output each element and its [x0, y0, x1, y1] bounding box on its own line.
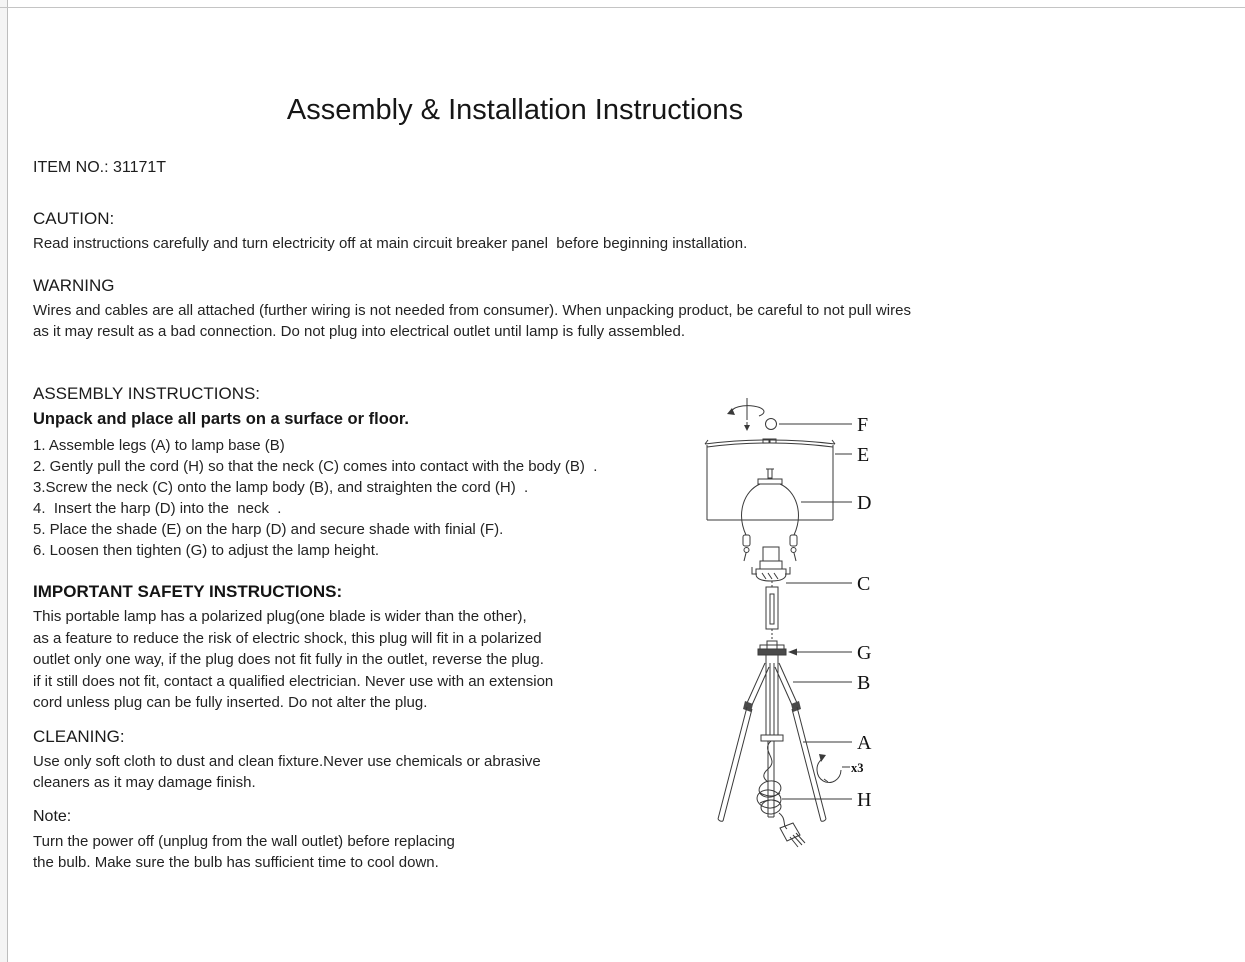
assembly-step: 6. Loosen then tighten (G) to adjust the lamp height. [33, 542, 380, 559]
leader-arrowhead-g [788, 649, 797, 656]
assembly-step: 1. Assemble legs (A) to lamp base (B) [33, 437, 285, 454]
text-line: cleaners as it may damage finish. [33, 774, 256, 791]
socket-neck-part [752, 547, 790, 652]
finial-rotation-icon [727, 398, 764, 431]
safety-heading: IMPORTANT SAFETY INSTRUCTIONS: [33, 582, 343, 601]
cleaning-heading: CLEANING: [33, 727, 125, 746]
diagram-label-x3: x3 [851, 761, 864, 775]
text-line: cord unless plug can be fully inserted. Do not alter the plug. [33, 694, 428, 711]
diagram-label-e: E [857, 444, 870, 466]
text-line: the bulb. Make sure the bulb has sufficient time to cool down. [33, 854, 439, 871]
warning-heading: WARNING [33, 276, 115, 295]
page-left-edge [0, 0, 8, 962]
text-line: if it still does not fit, contact a qualified electrician. Never use with an extension [33, 672, 554, 690]
text-line: as a feature to reduce the risk of electric shock, this plug will fit in a polarized [33, 629, 542, 647]
diagram-label-a: A [857, 732, 872, 754]
note-body [33, 831, 455, 873]
page-title: Assembly & Installation Instructions [286, 94, 744, 126]
caution-heading: CAUTION: [33, 209, 115, 228]
text-line: Wires and cables are all attached (further wiring is not needed from consumer). When unpacking product, be careful to not pull wires [33, 302, 911, 319]
diagram-label-f: F [857, 414, 869, 436]
lamp-assembly-diagram [690, 395, 885, 870]
cleaning-body [33, 751, 541, 793]
safety-body [33, 606, 553, 714]
assembly-subheading: Unpack and place all parts on a surface or floor. [33, 410, 409, 428]
text-line: This portable lamp has a polarized plug(one blade is wider than the other), [33, 608, 527, 625]
warning-body [33, 300, 911, 342]
text-line: outlet only one way, if the plug does not fit fully in the outlet, reverse the plug. [33, 651, 544, 668]
text-line: as it may result as a bad connection. Do not plug into electrical outlet until lamp is fully assembled. [33, 323, 686, 340]
x3-rotation-icon [817, 754, 850, 783]
caution-body: Read instructions carefully and turn electricity off at main circuit breaker panel before beginning installation. [33, 235, 748, 252]
diagram-label-g: G [857, 642, 872, 664]
assembly-step: 4. Insert the harp (D) into the neck . [33, 500, 282, 517]
assembly-step: 5. Place the shade (E) on the harp (D) and secure shade with finial (F). [33, 521, 504, 538]
text-line: Use only soft cloth to dust and clean fixture.Never use chemicals or abrasive [33, 753, 541, 770]
note-heading: Note: [33, 808, 72, 825]
lamp-body-part [743, 655, 801, 741]
diagram-label-b: B [857, 672, 871, 694]
assembly-step: 2. Gently pull the cord (H) so that the neck (C) comes into contact with the body (B) . [33, 458, 598, 475]
assembly-step: 3.Screw the neck (C) onto the lamp body (B), and straighten the cord (H) . [33, 479, 529, 496]
item-number: ITEM NO.: 31171T [33, 159, 167, 176]
adjust-knob-part [758, 645, 786, 655]
assembly-steps [33, 435, 597, 561]
finial-part [766, 419, 777, 430]
diagram-label-d: D [857, 492, 872, 514]
diagram-label-c: C [857, 573, 871, 595]
text-line: Turn the power off (unplug from the wall outlet) before replacing [33, 833, 455, 850]
cord-part [756, 741, 805, 847]
assembly-heading: ASSEMBLY INSTRUCTIONS: [33, 384, 261, 403]
page-top-edge [0, 7, 1245, 8]
diagram-label-h: H [857, 789, 872, 811]
